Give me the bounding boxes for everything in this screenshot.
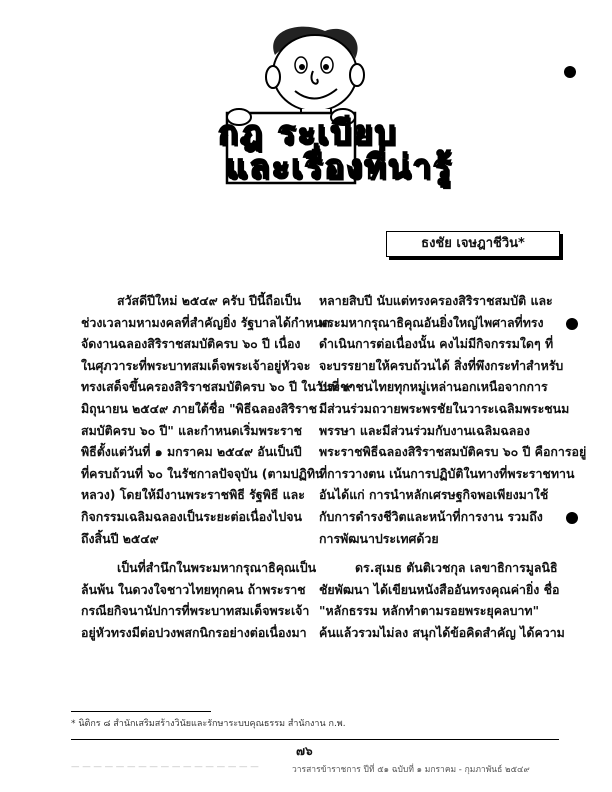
text-line: เป็นที่สำนึกในพระมหากรุณาธิคุณเป็น bbox=[117, 560, 317, 576]
text-line: หลวง) โดยให้มีงานพระราชพิธี รัฐพิธี และ bbox=[81, 487, 305, 503]
text-line: ชัยพัฒนา ได้เขียนหนังสืออันทรงคุณค่ายิ่ง ชื่อ bbox=[319, 581, 560, 597]
text-line: ในศุภวาระที่พระบาทสมเด็จพระเจ้าอยู่หัวจะ bbox=[81, 357, 311, 373]
article-title-line-1: กฎ ระเบียบ bbox=[218, 113, 398, 152]
text-line: ค้นแล้วรวมไม่ลง สนุกได้ข้อคิดสำคัญ ได้ความ bbox=[319, 624, 565, 640]
text-line: พระราชพิธีฉลองสิริราชสมบัติครบ ๖๐ ปี คือการอยู่ bbox=[319, 444, 587, 460]
text-line: อันได้แก่ การนำหลักเศรษฐกิจพอเพียงมาใช้ bbox=[319, 487, 549, 503]
text-line: ประชาชนไทยทุกหมู่เหล่านอกเหนือจากการ bbox=[319, 379, 548, 395]
text-line: ที่ครบถ้วนที่ ๖๐ ในรัชกาลปัจจุบัน (ตามปฏิทิน bbox=[81, 465, 324, 481]
text-line: พิธีตั้งแต่วันที่ ๑ มกราคม ๒๕๔๙ อันเป็นปี bbox=[81, 444, 302, 460]
text-line: ที่การวางตน เน้นการปฏิบัติในทางที่พระราชทาน bbox=[319, 465, 575, 481]
text-line: ถึงสิ้นปี ๒๕๔๙ bbox=[81, 530, 159, 546]
text-line: ดร.สุเมธ ตันติเวชกุล เลขาธิการมูลนิธิ bbox=[355, 560, 558, 576]
text-line: พระมหากรุณาธิคุณอันยิ่งใหญ่ไพศาลที่ทรง bbox=[319, 314, 544, 330]
text-line: จัดงานฉลองสิริราชสมบัติครบ ๖๐ ปี เนื่อง bbox=[81, 336, 301, 352]
text-line: มิถุนายน ๒๕๔๙ ภายใต้ชื่อ "พิธีฉลองสิริราช bbox=[81, 400, 318, 416]
text-line: ทรงเสด็จขึ้นครองสิริราชสมบัติครบ ๖๐ ปี ในวันที่ ๙ bbox=[81, 379, 353, 395]
text-line: สมบัติครบ ๖๐ ปี" และกำหนดเริ่มพระราช bbox=[81, 422, 303, 438]
text-line: ดำเนินการต่อเนื่องนั้น คงไม่มีกิจกรรมใดๆ ที่ bbox=[319, 336, 554, 352]
journal-footer: วารสารข้าราชการ ปีที่ ๕๑ ฉบับที่ ๑ มกราคม - กุมภาพันธ์ ๒๕๔๙ bbox=[292, 765, 530, 775]
punch-hole-dot-middle bbox=[566, 318, 578, 330]
text-line: การพัฒนาประเทศด้วย bbox=[319, 530, 439, 546]
text-line: จะบรรยายให้ครบถ้วนได้ สิ่งที่พึงกระทำสำหรับ bbox=[319, 357, 564, 373]
text-line: กรณียกิจนานัปการที่พระบาทสมเด็จพระเจ้า bbox=[81, 603, 310, 619]
left-column bbox=[81, 290, 353, 644]
text-line: กิจกรรมเฉลิมฉลองเป็นระยะต่อเนื่องไปจน bbox=[81, 508, 303, 524]
punch-hole-dot-top bbox=[564, 66, 576, 78]
journal-footer-faded: — — — — — — — — — — — — — — — — — bbox=[71, 762, 259, 772]
text-line: พรรษา และมีส่วนร่วมกับงานเฉลิมฉลอง bbox=[319, 422, 530, 438]
text-line: สวัสดีปีใหม่ ๒๕๔๙ ครับ ปีนี้ถือเป็น bbox=[117, 293, 301, 308]
footnote: * นิติกร ๘ สำนักเสริมสร้างวินัยและรักษาระบบคุณธรรม สำนักงาน ก.พ. bbox=[71, 719, 346, 729]
text-line: มีส่วนร่วมถวายพระพรชัยในวาระเฉลิมพระชนม bbox=[319, 400, 570, 416]
text-line: "หลักธรรม หลักทำตามรอยพระยุคลบาท" bbox=[319, 603, 540, 619]
punch-hole-dot-bottom bbox=[566, 512, 578, 524]
text-line: กับการดำรงชีวิตและหน้าที่การงาน รวมถึง bbox=[319, 508, 543, 524]
article-title-line-2: และเรื่องที่น่ารู้ bbox=[226, 147, 453, 186]
author-byline: ธงชัย เจษฎาชีวิน* bbox=[386, 231, 560, 257]
page-number: ๗๖ bbox=[296, 744, 313, 758]
text-line: อยู่หัวทรงมีต่อปวงพสกนิกรอย่างต่อเนื่องมา bbox=[81, 624, 307, 640]
text-line: หลายสิบปี นับแต่ทรงครองสิริราชสมบัติ และ bbox=[319, 293, 553, 308]
text-line: ช่วงเวลามหามงคลที่สำคัญยิ่ง รัฐบาลได้กำหนด bbox=[81, 314, 331, 330]
footer-divider bbox=[71, 739, 559, 740]
text-line: ล้นพ้น ในดวงใจชาวไทยทุกคน ถ้าพระราช bbox=[81, 581, 306, 597]
right-column bbox=[319, 290, 587, 644]
footnote-divider bbox=[71, 711, 211, 712]
